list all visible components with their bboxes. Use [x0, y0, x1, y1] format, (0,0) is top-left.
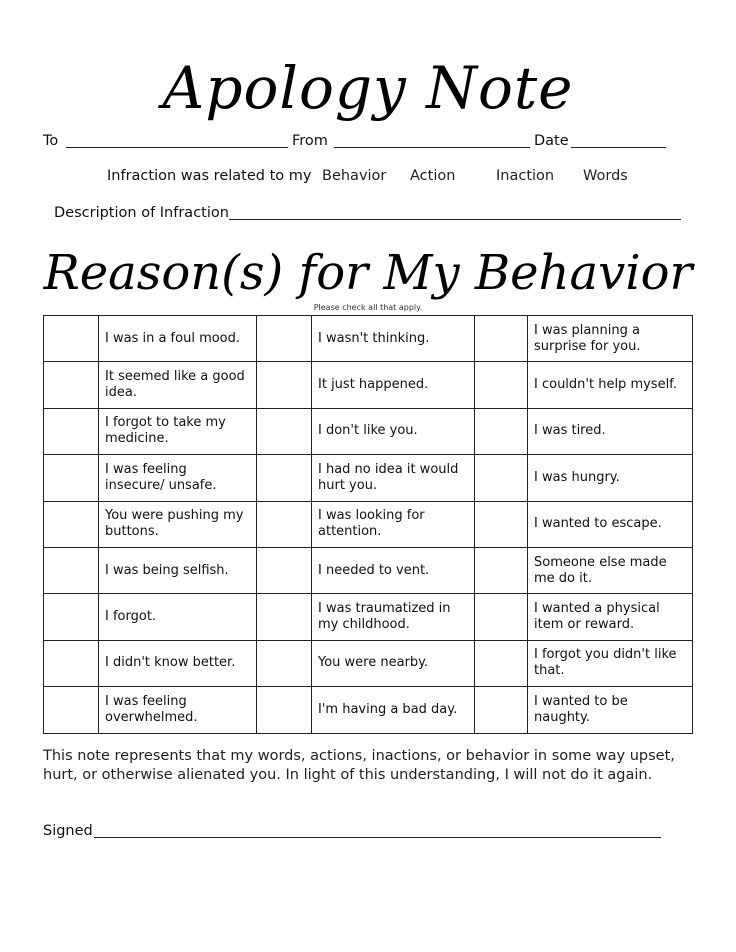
- reason-text: I wanted to be naughty.: [528, 687, 693, 733]
- reason-checkbox[interactable]: [44, 316, 99, 362]
- from-label: From: [292, 133, 328, 149]
- page-title: Apology Note: [162, 54, 574, 122]
- option-behavior[interactable]: Behavior: [322, 168, 387, 184]
- date-label: Date: [534, 133, 569, 149]
- signature-row: [0, 820, 736, 844]
- reason-text: You were nearby.: [312, 640, 475, 686]
- reason-row: [44, 640, 693, 686]
- reason-text: I was planning a surprise for you.: [528, 316, 693, 362]
- reason-text: I forgot you didn't like that.: [528, 640, 693, 686]
- reason-checkbox[interactable]: [257, 455, 312, 501]
- reason-text: It seemed like a good idea.: [99, 362, 257, 408]
- reason-text: I wasn't thinking.: [312, 316, 475, 362]
- reason-row: [44, 362, 693, 408]
- reason-text: I needed to vent.: [312, 547, 475, 593]
- option-words[interactable]: Words: [583, 168, 628, 184]
- reason-text: Someone else made me do it.: [528, 547, 693, 593]
- reason-text: I forgot.: [99, 594, 257, 640]
- reason-checkbox[interactable]: [475, 501, 528, 547]
- reason-checkbox[interactable]: [475, 408, 528, 454]
- reason-row: [44, 316, 693, 362]
- reason-checkbox[interactable]: [475, 547, 528, 593]
- description-row: [0, 202, 736, 226]
- reason-text: I couldn't help myself.: [528, 362, 693, 408]
- reason-row: [44, 501, 693, 547]
- section-title: Reason(s) for My Behavior: [43, 245, 693, 301]
- reason-checkbox[interactable]: [44, 594, 99, 640]
- from-field[interactable]: [334, 147, 530, 148]
- reason-checkbox[interactable]: [257, 408, 312, 454]
- reason-text: I didn't know better.: [99, 640, 257, 686]
- reason-checkbox[interactable]: [257, 687, 312, 733]
- reason-text: I was feeling insecure/ unsafe.: [99, 455, 257, 501]
- option-inaction[interactable]: Inaction: [496, 168, 555, 184]
- reason-row: [44, 687, 693, 733]
- reason-checkbox[interactable]: [257, 362, 312, 408]
- reason-checkbox[interactable]: [257, 547, 312, 593]
- signature-field[interactable]: [94, 837, 661, 838]
- reason-text: I don't like you.: [312, 408, 475, 454]
- reason-checkbox[interactable]: [475, 640, 528, 686]
- reason-checkbox[interactable]: [475, 594, 528, 640]
- reason-checkbox[interactable]: [44, 362, 99, 408]
- reason-text: I was looking for attention.: [312, 501, 475, 547]
- reason-text: I was traumatized in my childhood.: [312, 594, 475, 640]
- reason-checkbox[interactable]: [257, 501, 312, 547]
- reason-text: I was feeling overwhelmed.: [99, 687, 257, 733]
- reason-text: You were pushing my buttons.: [99, 501, 257, 547]
- reason-checkbox[interactable]: [475, 455, 528, 501]
- statement-text: This note represents that my words, actions, inactions, or behavior in some way upset, hurt, or otherwise alienated you. In light of this understanding, I will not do it again.: [43, 748, 675, 783]
- description-field[interactable]: [229, 219, 681, 220]
- reason-checkbox[interactable]: [475, 362, 528, 408]
- reason-checkbox[interactable]: [44, 455, 99, 501]
- option-action[interactable]: Action: [410, 168, 456, 184]
- description-label: Description of Infraction: [54, 205, 229, 221]
- reason-checkbox[interactable]: [257, 316, 312, 362]
- reason-text: I was hungry.: [528, 455, 693, 501]
- reason-checkbox[interactable]: [257, 640, 312, 686]
- reason-row: [44, 547, 693, 593]
- reason-text: I wanted a physical item or reward.: [528, 594, 693, 640]
- reason-text: I'm having a bad day.: [312, 687, 475, 733]
- reason-row: [44, 455, 693, 501]
- reason-text: I wanted to escape.: [528, 501, 693, 547]
- reason-text: I was being selfish.: [99, 547, 257, 593]
- reason-checkbox[interactable]: [44, 640, 99, 686]
- date-field[interactable]: [571, 147, 666, 148]
- to-label: To: [43, 133, 59, 149]
- reason-row: [44, 594, 693, 640]
- reason-checkbox[interactable]: [475, 687, 528, 733]
- reason-text: I was tired.: [528, 408, 693, 454]
- reason-checkbox[interactable]: [44, 547, 99, 593]
- signed-label: Signed: [43, 823, 93, 839]
- check-hint: Please check all that apply.: [313, 303, 423, 312]
- reason-checkbox[interactable]: [475, 316, 528, 362]
- reasons-table: [43, 315, 693, 734]
- reason-text: It just happened.: [312, 362, 475, 408]
- to-field[interactable]: [66, 147, 288, 148]
- infraction-row: [0, 165, 736, 189]
- reason-checkbox[interactable]: [257, 594, 312, 640]
- reason-text: I had no idea it would hurt you.: [312, 455, 475, 501]
- reason-text: I was in a foul mood.: [99, 316, 257, 362]
- reason-checkbox[interactable]: [44, 501, 99, 547]
- infraction-label: Infraction was related to my: [107, 168, 312, 184]
- reason-row: [44, 408, 693, 454]
- recipient-row: [0, 130, 736, 154]
- reason-checkbox[interactable]: [44, 687, 99, 733]
- reason-text: I forgot to take my medicine.: [99, 408, 257, 454]
- reason-checkbox[interactable]: [44, 408, 99, 454]
